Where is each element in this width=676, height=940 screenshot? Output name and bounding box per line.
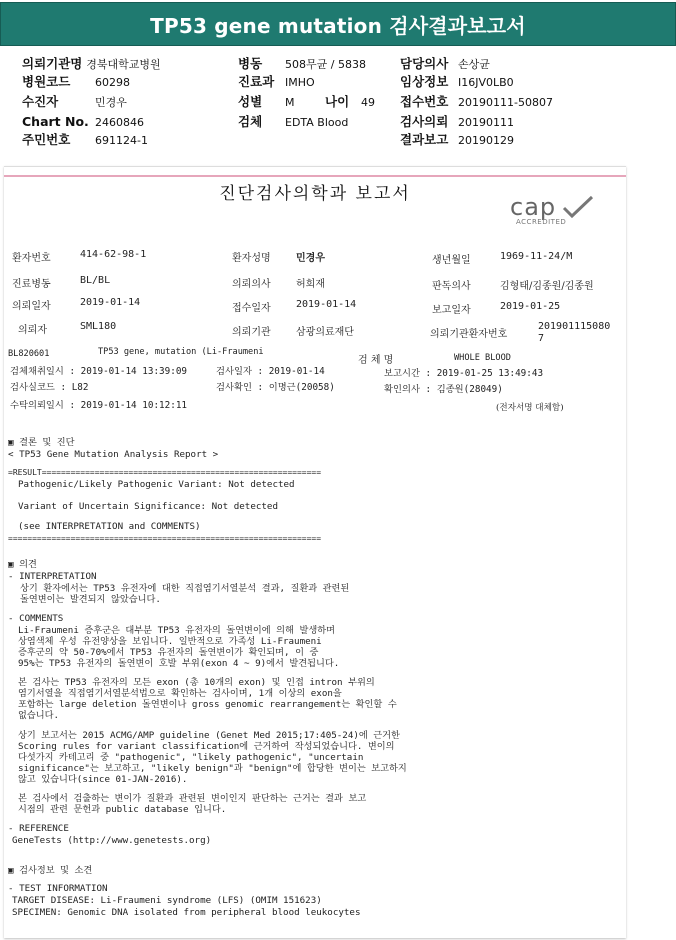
receipt-no-label: 접수번호 xyxy=(400,94,449,109)
test-info-heading: ▣ 검사정보 및 소견 xyxy=(8,865,93,876)
dob-value: 1969-11-24/M xyxy=(500,251,573,262)
comment-line-11: 다섯가지 카테고리 중 "pathogenic", "likely pathogenic", "uncertain xyxy=(18,752,364,763)
request-date-label: 검사의뢰 xyxy=(400,114,449,129)
room-code: 검사실코드 : L82 xyxy=(10,382,89,393)
report-date-value-2: 2019-01-25 xyxy=(500,301,561,312)
reader-label: 판독의사 xyxy=(432,281,471,292)
interpretation-line-1: 상기 환자에서는 TP53 유전자에 대한 직접염기서열분석 결과, 질환과 관련된 xyxy=(20,583,350,594)
sex-label: 성별 xyxy=(238,94,263,109)
comment-line-1: Li-Fraumeni 증후군은 대부분 TP53 유전자의 돌연변이에 의해 발생하며 xyxy=(18,625,335,636)
result-line-2: Variant of Uncertain Significance: Not detected xyxy=(18,501,278,512)
esign-note: (전자서명 대체함) xyxy=(496,403,564,413)
result-line-1: Pathogenic/Likely Pathogenic Variant: Not detected xyxy=(18,479,295,490)
patient-name-label: 수진자 xyxy=(22,94,59,109)
patient-name-value: 민경우 xyxy=(95,96,127,109)
scanned-report xyxy=(4,166,626,938)
comment-line-7: 포함하는 large deletion 돌연변이나 gross genomic rearrangement는 확인할 수 xyxy=(18,699,397,710)
comment-line-2: 상염색체 우성 유전양상을 보입니다. 일반적으로 가족성 Li-Fraumeni xyxy=(18,636,322,647)
report-date-label-2: 보고일자 xyxy=(432,305,471,316)
report-header-title: TP53 gene mutation 검사결과보고서 xyxy=(150,13,526,38)
recv-date-label: 접수일자 xyxy=(232,303,271,314)
target-disease: TARGET DISEASE: Li-Fraumeni syndrome (LFS) (OMIM 151623) xyxy=(12,895,322,906)
age-label: 나이 xyxy=(325,94,350,109)
specimen-name-value: WHOLE BLOOD xyxy=(454,353,511,363)
reference-text: GeneTests (http://www.genetests.org) xyxy=(12,835,212,846)
report-date-label: 결과보고 xyxy=(400,132,449,147)
result-line-3: (see INTERPRETATION and COMMENTS) xyxy=(18,521,201,532)
checkmark-icon xyxy=(562,195,594,219)
department-label: 진료과 xyxy=(238,74,275,89)
inst-patient-no-value-1: 201901115080 xyxy=(538,321,611,332)
test-information-label: - TEST INFORMATION xyxy=(8,883,108,894)
specimen-name-label: 검 체 명 xyxy=(358,355,394,366)
comment-line-10: Scoring rules for variant classification에 근거하여 작성되었습니다. 변이의 xyxy=(18,741,395,752)
report-time: 보고시간 : 2019-01-25 13:49:43 xyxy=(384,368,544,379)
cap-word: cap xyxy=(510,193,557,221)
cap-accredited-text: ACCREDITED xyxy=(516,218,567,226)
comment-line-8: 없습니다. xyxy=(18,710,60,721)
institution-value: 경북대학교병원 xyxy=(86,58,161,71)
interpretation-line-2: 돌연변이는 발견되지 않았습니다. xyxy=(20,594,161,605)
comments-label: - COMMENTS xyxy=(8,613,64,624)
report-header xyxy=(0,2,676,46)
comment-line-5: 본 검사는 TP53 유전자의 모든 exon (총 10개의 exon) 및 인접 intron 부위의 xyxy=(18,677,375,688)
age-value: 49 xyxy=(361,96,375,109)
requester-label: 의뢰자 xyxy=(18,325,47,336)
ward-value-2: BL/BL xyxy=(80,275,111,286)
specimen-label: 검체 xyxy=(238,114,263,129)
sex-value: M xyxy=(285,96,295,109)
ward-label-2: 진료병동 xyxy=(12,279,51,290)
confirm-doctor: 확인의사 : 김종원(28049) xyxy=(384,384,503,395)
side-stamp xyxy=(6,807,18,937)
req-date-label: 의뢰일자 xyxy=(12,301,51,312)
req-date-value: 2019-01-14 xyxy=(80,297,141,308)
request-date-value: 20190111 xyxy=(458,116,514,129)
patient-name-label-2: 환자성명 xyxy=(232,253,271,264)
report-date-value: 20190129 xyxy=(458,134,514,147)
recv-date-value: 2019-01-14 xyxy=(296,299,357,310)
resident-no-value: 691124-1 xyxy=(95,134,148,147)
comment-line-4: 95%는 TP53 유전자의 돌연변이 호발 부위(exon 4 ~ 9)에서 발견됩니다. xyxy=(18,658,340,669)
comment-line-12: significance"는 보고하고, "likely benign"과 "benign"에 합당한 변이는 보고하지 xyxy=(18,763,407,774)
result-rule: =RESULT========================================================== xyxy=(8,468,322,477)
comment-line-13: 않고 있습니다(since 01-JAN-2016). xyxy=(18,774,188,785)
institution-label: 의뢰기관명 xyxy=(22,56,83,71)
hospital-code-label: 병원코드 xyxy=(22,74,71,89)
req-inst-label: 의뢰기관 xyxy=(232,327,271,338)
ward-value: 508무균 / 5838 xyxy=(285,58,366,71)
pink-divider xyxy=(4,175,626,177)
clinical-info-label: 임상정보 xyxy=(400,74,449,89)
patient-name-value-2: 민경우 xyxy=(296,253,325,264)
test-code: BL820601 xyxy=(8,349,50,359)
doctor-label: 담당의사 xyxy=(400,56,449,71)
inst-patient-no-value-2: 7 xyxy=(538,333,545,344)
reader-value: 김형태/김종원/김종원 xyxy=(500,281,594,292)
receipt-no-value: 20190111-50807 xyxy=(458,96,553,109)
comment-line-14: 본 검사에서 검출하는 변이가 질환과 관련된 변이인지 판단하는 근거는 결과 보고 xyxy=(18,793,367,804)
inst-patient-no-label: 의뢰기관환자번호 xyxy=(430,329,508,340)
conclusion-heading: ▣ 결론 및 진단 xyxy=(8,437,75,448)
confirm: 검사확인 : 이명근(20058) xyxy=(216,382,335,393)
department-value: IMHO xyxy=(285,76,315,89)
comment-line-9: 상기 보고서는 2015 ACMG/AMP guideline (Genet Med 2015;17:405-24)에 근거한 xyxy=(18,730,400,741)
result-end-rule: ================================================================= xyxy=(8,534,322,543)
specimen-desc: SPECIMEN: Genomic DNA isolated from peripheral blood leukocytes xyxy=(12,907,361,918)
req-inst-value: 삼광의료재단 xyxy=(296,327,354,338)
ward-label: 병동 xyxy=(238,56,263,71)
conclusion-subtitle: < TP53 Gene Mutation Analysis Report > xyxy=(8,449,219,460)
hospital-code-value: 60298 xyxy=(95,76,130,89)
comment-line-6: 염기서열을 직접염기서열분석법으로 확인하는 검사이며, 1개 이상의 exon을 xyxy=(18,688,342,699)
test-name: TP53 gene, mutation (Li-Fraumeni xyxy=(98,347,264,357)
resident-no-label: 주민번호 xyxy=(22,132,71,147)
scanned-report-title: 진단검사의학과 보고서 xyxy=(219,184,411,204)
doctor-value: 손상균 xyxy=(458,58,490,71)
cap-accredited-logo xyxy=(506,193,596,229)
req-doctor-label: 의뢰의사 xyxy=(232,279,271,290)
opinion-heading: ▣ 의견 xyxy=(8,559,37,570)
comment-line-15: 시점의 관련 문헌과 public database 입니다. xyxy=(18,804,227,815)
clinical-info-value: I16JV0LB0 xyxy=(458,76,514,89)
dob-label: 생년월일 xyxy=(432,255,471,266)
reference-label: - REFERENCE xyxy=(8,823,69,834)
requester-value: SML180 xyxy=(80,321,117,332)
receipt-time: 수탁의뢰일시 : 2019-01-14 10:12:11 xyxy=(10,400,188,411)
test-date: 검사일자 : 2019-01-14 xyxy=(216,366,325,377)
patient-no-label: 환자번호 xyxy=(12,253,51,264)
comment-line-3: 증후군의 약 50-70%에서 TP53 유전자의 돌연변이가 확인되며, 이 중 xyxy=(18,647,319,658)
req-doctor-value: 허희재 xyxy=(296,279,325,290)
chart-no-label: Chart No. xyxy=(22,114,89,129)
sample-time: 검체채취일시 : 2019-01-14 13:39:09 xyxy=(10,366,188,377)
specimen-value: EDTA Blood xyxy=(285,116,349,129)
interpretation-label: - INTERPRETATION xyxy=(8,571,97,582)
chart-no-value: 2460846 xyxy=(95,116,144,129)
patient-no-value: 414-62-98-1 xyxy=(80,249,147,260)
